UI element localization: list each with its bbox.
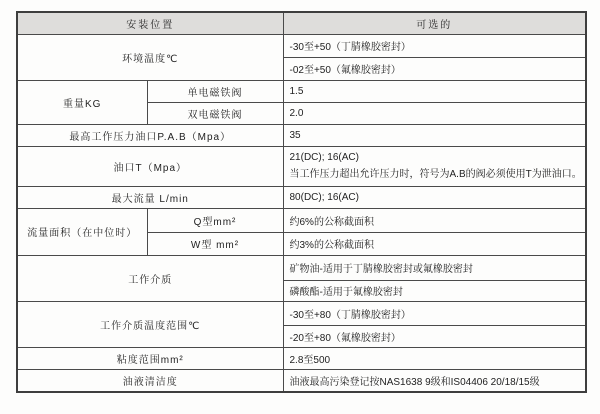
port-t-value-line1: 21(DC); 16(AC) <box>289 152 359 163</box>
cell-max-flow-value: 80(DC); 16(AC) <box>283 186 586 208</box>
header-cell-install-position: 安装位置 <box>17 12 283 34</box>
table-row <box>17 301 586 325</box>
cell-medium-temp-option-2: -20至+80（氟橡胶密封） <box>283 325 586 347</box>
spec-table <box>16 11 587 393</box>
row-label-max-flow: 最大流量 L/min <box>17 186 283 208</box>
table-row <box>17 186 586 208</box>
cell-weight-single-solenoid-value: 1.5 <box>283 80 586 102</box>
table-row <box>17 146 586 186</box>
table-row <box>17 80 586 102</box>
row-label-viscosity: 粘度范围mm² <box>17 347 283 369</box>
cell-ambient-temp-option-2: -02至+50（氟橡胶密封） <box>283 57 586 80</box>
row-label-cleanliness: 油液清洁度 <box>17 369 283 392</box>
table-row <box>17 208 586 232</box>
port-t-value-line2: 当工作压力超出允许压力时，符号为A.B的阀必须使用T为泄油口。 <box>289 169 582 180</box>
header-cell-optional: 可选的 <box>283 12 586 34</box>
cell-max-pressure-value: 35 <box>283 124 586 146</box>
cell-flow-area-q-value: 约6%的公称截面积 <box>283 208 586 232</box>
cell-ambient-temp-option-1: -30至+50（丁腈橡胶密封） <box>283 34 586 57</box>
cell-working-medium-option-1: 矿物油-适用于丁腈橡胶密封或氟橡胶密封 <box>283 255 586 280</box>
table-row <box>17 255 586 280</box>
row-label-working-medium: 工作介质 <box>17 255 283 301</box>
row-label-max-pressure: 最高工作压力油口P.A.B（Mpa） <box>17 124 283 146</box>
cell-flow-area-w-name: W型 mm² <box>147 232 283 255</box>
cell-working-medium-option-2: 磷酸酯-适用于氟橡胶密封 <box>283 280 586 301</box>
cell-weight-single-solenoid-name: 单电磁铁阀 <box>147 80 283 102</box>
table-row <box>17 347 586 369</box>
cell-weight-double-solenoid-name: 双电磁铁阀 <box>147 102 283 124</box>
row-label-ambient-temp: 环境温度℃ <box>17 34 283 80</box>
row-label-flow-area: 流量面积（在中位时） <box>17 208 147 255</box>
cell-medium-temp-option-1: -30至+80（丁腈橡胶密封） <box>283 301 586 325</box>
row-label-weight: 重量KG <box>17 80 147 124</box>
table-row <box>17 369 586 392</box>
cell-port-t-value <box>283 146 586 186</box>
cell-flow-area-q-name: Q型mm² <box>147 208 283 232</box>
table-row <box>17 34 586 57</box>
table-header-row <box>17 12 586 34</box>
table-row <box>17 124 586 146</box>
cell-cleanliness-value: 油液最高污染登记按NAS1638 9级和IS04406 20/18/15级 <box>283 369 586 392</box>
row-label-port-t: 油口T（Mpa） <box>17 146 283 186</box>
cell-viscosity-value: 2.8至500 <box>283 347 586 369</box>
row-label-medium-temp: 工作介质温度范围℃ <box>17 301 283 347</box>
cell-weight-double-solenoid-value: 2.0 <box>283 102 586 124</box>
cell-flow-area-w-value: 约3%的公称截面积 <box>283 232 586 255</box>
